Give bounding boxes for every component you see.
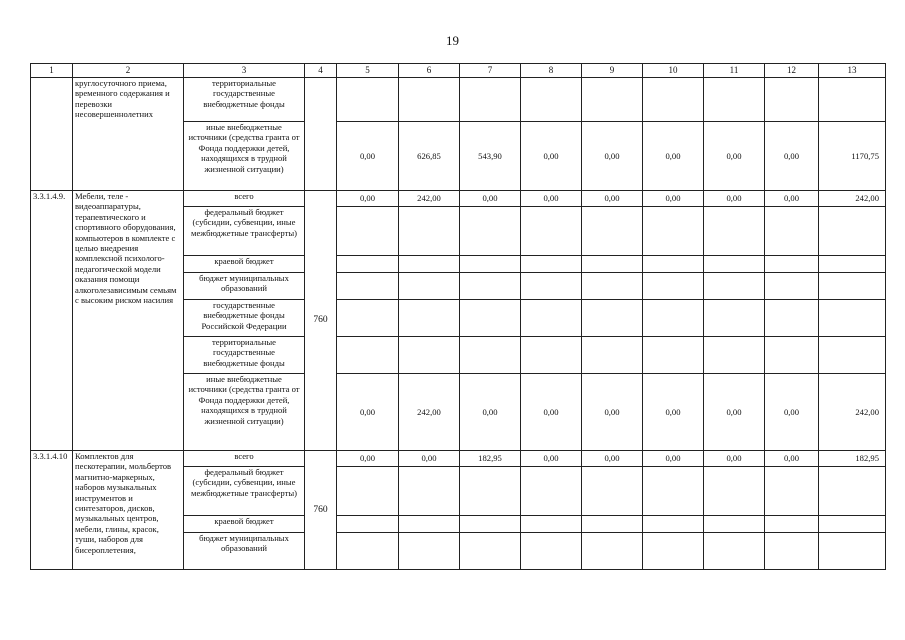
column-header: 10 bbox=[643, 64, 704, 78]
value-cell bbox=[582, 207, 643, 256]
value-cell: 543,90 bbox=[460, 122, 521, 191]
column-header: 9 bbox=[582, 64, 643, 78]
value-cell bbox=[460, 256, 521, 273]
funding-source: краевой бюджет bbox=[184, 256, 305, 273]
value-cell bbox=[643, 516, 704, 533]
kbk-code bbox=[305, 78, 337, 191]
value-cell bbox=[582, 300, 643, 337]
value-cell bbox=[643, 467, 704, 516]
value-cell bbox=[819, 78, 886, 122]
value-cell bbox=[337, 516, 399, 533]
value-cell: 242,00 bbox=[399, 191, 460, 207]
value-cell bbox=[399, 273, 460, 300]
value-cell bbox=[399, 337, 460, 374]
table-row bbox=[31, 191, 886, 207]
funding-source: бюджет муниципальных образований bbox=[184, 273, 305, 300]
funding-source: всего bbox=[184, 451, 305, 467]
value-cell bbox=[521, 256, 582, 273]
column-header: 5 bbox=[337, 64, 399, 78]
value-cell bbox=[765, 256, 819, 273]
value-cell: 0,00 bbox=[643, 122, 704, 191]
value-cell: 0,00 bbox=[704, 122, 765, 191]
header-row bbox=[31, 64, 886, 78]
value-cell: 0,00 bbox=[582, 191, 643, 207]
value-cell bbox=[704, 300, 765, 337]
value-cell: 0,00 bbox=[337, 374, 399, 451]
value-cell: 242,00 bbox=[399, 374, 460, 451]
value-cell bbox=[819, 516, 886, 533]
value-cell bbox=[337, 207, 399, 256]
value-cell bbox=[582, 516, 643, 533]
value-cell: 626,85 bbox=[399, 122, 460, 191]
column-header: 3 bbox=[184, 64, 305, 78]
value-cell bbox=[337, 78, 399, 122]
value-cell bbox=[337, 467, 399, 516]
value-cell bbox=[819, 256, 886, 273]
value-cell: 0,00 bbox=[521, 374, 582, 451]
value-cell: 0,00 bbox=[704, 451, 765, 467]
value-cell: 0,00 bbox=[460, 374, 521, 451]
value-cell bbox=[765, 207, 819, 256]
value-cell bbox=[643, 256, 704, 273]
value-cell bbox=[819, 300, 886, 337]
value-cell bbox=[521, 467, 582, 516]
value-cell bbox=[460, 78, 521, 122]
funding-source: всего bbox=[184, 191, 305, 207]
item-name: круглосуточного приема, временного содержания и перевозки несовершеннолетних bbox=[73, 78, 184, 191]
value-cell bbox=[582, 256, 643, 273]
column-header: 1 bbox=[31, 64, 73, 78]
value-cell bbox=[399, 467, 460, 516]
value-cell: 0,00 bbox=[337, 451, 399, 467]
value-cell bbox=[819, 467, 886, 516]
budget-table bbox=[30, 63, 886, 570]
item-code bbox=[31, 78, 73, 191]
value-cell: 0,00 bbox=[643, 191, 704, 207]
column-header: 4 bbox=[305, 64, 337, 78]
value-cell bbox=[460, 207, 521, 256]
value-cell: 0,00 bbox=[521, 451, 582, 467]
value-cell: 182,95 bbox=[460, 451, 521, 467]
value-cell bbox=[460, 467, 521, 516]
value-cell bbox=[765, 337, 819, 374]
value-cell bbox=[337, 337, 399, 374]
kbk-code: 760 bbox=[305, 451, 337, 570]
value-cell bbox=[704, 467, 765, 516]
value-cell bbox=[582, 337, 643, 374]
value-cell bbox=[643, 207, 704, 256]
value-cell: 0,00 bbox=[643, 374, 704, 451]
column-header: 11 bbox=[704, 64, 765, 78]
kbk-code: 760 bbox=[305, 191, 337, 451]
value-cell bbox=[643, 273, 704, 300]
value-cell: 182,95 bbox=[819, 451, 886, 467]
value-cell bbox=[704, 256, 765, 273]
funding-source: иные внебюджетные источники (средства гранта от Фонда поддержки детей, находящихся в трудной жизненной ситуации) bbox=[184, 122, 305, 191]
value-cell: 0,00 bbox=[643, 451, 704, 467]
value-cell: 0,00 bbox=[704, 374, 765, 451]
value-cell bbox=[460, 533, 521, 570]
value-cell: 0,00 bbox=[765, 374, 819, 451]
funding-source: федеральный бюджет (субсидии, субвенции, иные межбюджетные трансферты) bbox=[184, 207, 305, 256]
value-cell bbox=[643, 300, 704, 337]
value-cell bbox=[521, 207, 582, 256]
funding-source: краевой бюджет bbox=[184, 516, 305, 533]
value-cell bbox=[765, 273, 819, 300]
value-cell: 0,00 bbox=[399, 451, 460, 467]
value-cell: 0,00 bbox=[460, 191, 521, 207]
value-cell bbox=[819, 533, 886, 570]
value-cell bbox=[819, 273, 886, 300]
value-cell bbox=[582, 273, 643, 300]
value-cell bbox=[765, 533, 819, 570]
value-cell bbox=[765, 78, 819, 122]
item-name: Мебели, теле - видеоаппаратуры, терапевтического и спортивного оборудования, компьютеров в комплекте с целью внедрения комплексной психолого-педагогической модели оказания помощи алкоголезависимым семьям с высоким риском насилия bbox=[73, 191, 184, 451]
value-cell bbox=[819, 337, 886, 374]
value-cell bbox=[460, 273, 521, 300]
value-cell: 1170,75 bbox=[819, 122, 886, 191]
column-header: 7 bbox=[460, 64, 521, 78]
value-cell: 0,00 bbox=[582, 122, 643, 191]
value-cell: 242,00 bbox=[819, 374, 886, 451]
value-cell: 0,00 bbox=[582, 374, 643, 451]
column-header: 6 bbox=[399, 64, 460, 78]
value-cell bbox=[521, 78, 582, 122]
value-cell bbox=[399, 300, 460, 337]
column-header: 8 bbox=[521, 64, 582, 78]
value-cell bbox=[337, 273, 399, 300]
item-code: 3.3.1.4.9. bbox=[31, 191, 73, 451]
value-cell bbox=[643, 78, 704, 122]
item-code: 3.3.1.4.10 bbox=[31, 451, 73, 570]
value-cell bbox=[643, 533, 704, 570]
value-cell bbox=[704, 337, 765, 374]
funding-source: иные внебюджетные источники (средства гранта от Фонда поддержки детей, находящихся в трудной жизненной ситуации) bbox=[184, 374, 305, 451]
value-cell: 242,00 bbox=[819, 191, 886, 207]
value-cell bbox=[704, 78, 765, 122]
value-cell: 0,00 bbox=[765, 191, 819, 207]
value-cell: 0,00 bbox=[765, 451, 819, 467]
value-cell bbox=[704, 273, 765, 300]
value-cell bbox=[765, 300, 819, 337]
column-header: 2 bbox=[73, 64, 184, 78]
column-header: 12 bbox=[765, 64, 819, 78]
value-cell bbox=[337, 256, 399, 273]
funding-source: федеральный бюджет (субсидии, субвенции, иные межбюджетные трансферты) bbox=[184, 467, 305, 516]
funding-source: территориальные государственные внебюджетные фонды bbox=[184, 337, 305, 374]
funding-source: территориальные государственные внебюджетные фонды bbox=[184, 78, 305, 122]
value-cell bbox=[399, 207, 460, 256]
value-cell bbox=[765, 516, 819, 533]
value-cell: 0,00 bbox=[337, 191, 399, 207]
value-cell bbox=[582, 533, 643, 570]
value-cell bbox=[582, 467, 643, 516]
value-cell: 0,00 bbox=[337, 122, 399, 191]
value-cell: 0,00 bbox=[521, 191, 582, 207]
page-number: 19 bbox=[446, 33, 459, 48]
funding-source: государственные внебюджетные фонды Российской Федерации bbox=[184, 300, 305, 337]
value-cell bbox=[399, 256, 460, 273]
value-cell bbox=[643, 337, 704, 374]
value-cell bbox=[337, 300, 399, 337]
value-cell bbox=[521, 273, 582, 300]
value-cell bbox=[460, 337, 521, 374]
value-cell bbox=[521, 300, 582, 337]
table-row bbox=[31, 78, 886, 122]
column-header: 13 bbox=[819, 64, 886, 78]
value-cell bbox=[521, 533, 582, 570]
value-cell: 0,00 bbox=[765, 122, 819, 191]
value-cell bbox=[460, 300, 521, 337]
value-cell bbox=[704, 207, 765, 256]
item-name: Комплектов для пескотерапии, мольбертов магнитно-маркерных, наборов музыкальных инструментов и синтезаторов, дисков, музыкальных центров, мебели, глины, красок, туши, наборов для бисероплетения, bbox=[73, 451, 184, 570]
value-cell bbox=[765, 467, 819, 516]
value-cell bbox=[582, 78, 643, 122]
value-cell bbox=[399, 516, 460, 533]
value-cell bbox=[337, 533, 399, 570]
value-cell bbox=[704, 516, 765, 533]
value-cell: 0,00 bbox=[582, 451, 643, 467]
value-cell bbox=[399, 78, 460, 122]
value-cell bbox=[521, 337, 582, 374]
value-cell: 0,00 bbox=[704, 191, 765, 207]
value-cell bbox=[819, 207, 886, 256]
value-cell: 0,00 bbox=[521, 122, 582, 191]
value-cell bbox=[460, 516, 521, 533]
value-cell bbox=[521, 516, 582, 533]
table-row bbox=[31, 451, 886, 467]
funding-source: бюджет муниципальных образований bbox=[184, 533, 305, 570]
value-cell bbox=[399, 533, 460, 570]
value-cell bbox=[704, 533, 765, 570]
